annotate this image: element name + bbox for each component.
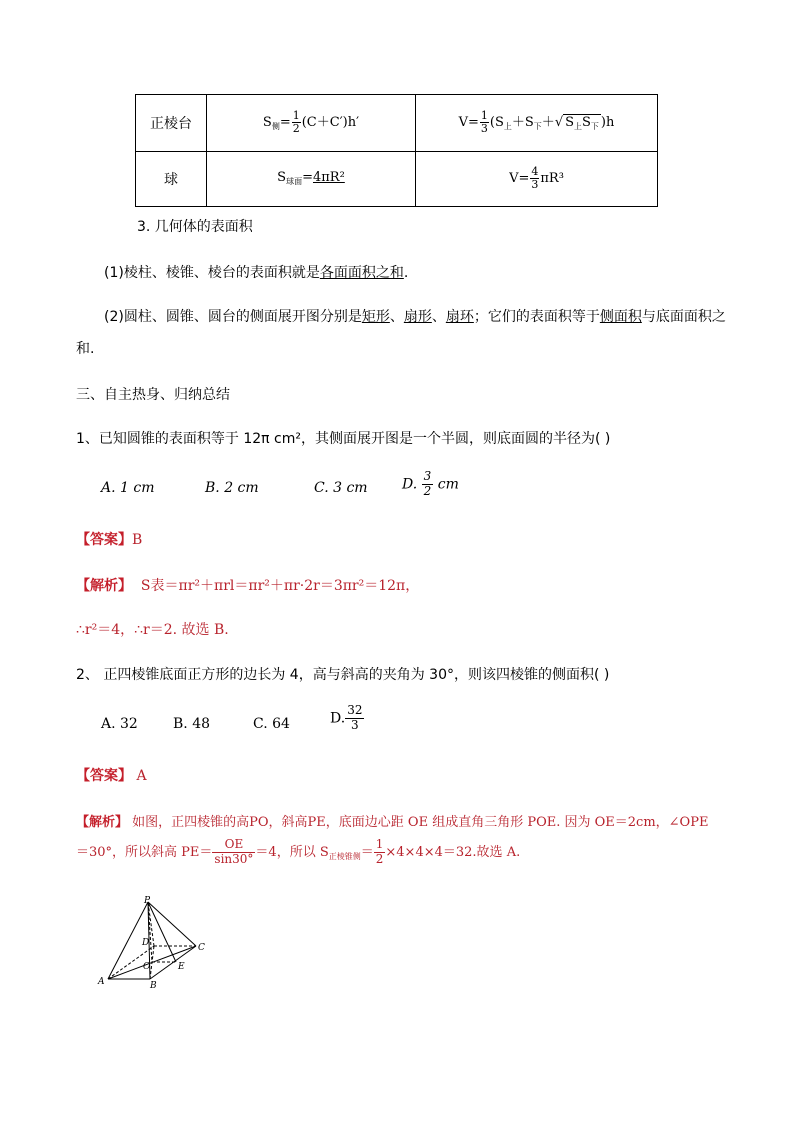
- label-c: C: [198, 943, 205, 953]
- q2-option-d: D. $\frac{32}{3}$: [330, 703, 363, 732]
- q1-option-c: C. 3 cm: [314, 480, 368, 496]
- label-o: O: [143, 962, 151, 972]
- label-b: B: [150, 981, 157, 991]
- volume-formula: V= $\frac{4}{3}$ πR³: [416, 151, 658, 207]
- label-p: P: [144, 896, 151, 906]
- formula-table: [135, 94, 658, 207]
- question-1-stem: 1、已知圆锥的表面积等于 12π cm²，其侧面展开图是一个半圆，则底面圆的半径为( ): [76, 431, 611, 447]
- q1-answer: 【答案】B: [76, 532, 143, 548]
- label-d: D: [142, 938, 150, 948]
- q1-analysis-2: ∴r²＝4，∴r＝2. 故选 B.: [76, 622, 229, 638]
- question-2-stem: 2、 正四棱锥底面正方形的边长为 4，高与斜高的夹角为 30°，则该四棱锥的侧面积( ): [76, 667, 610, 683]
- label-e: E: [178, 962, 185, 972]
- section-heading: 三、自主热身、归纳总结: [76, 387, 230, 403]
- q2-option-c: C. 64: [253, 716, 290, 732]
- table-row: [136, 95, 658, 152]
- q1-option-b: B. 2 cm: [205, 480, 259, 496]
- row-name: 球: [136, 151, 207, 207]
- q2-option-b: B. 48: [173, 716, 211, 732]
- section3-paragraph-2-cont: 和.: [76, 341, 95, 357]
- section3-title: 3. 几何体的表面积: [137, 219, 253, 235]
- area-formula: $S_{球面}=4\pi R^2$: [207, 151, 416, 207]
- q2-analysis-1: 【解析】 如图，正四棱锥的高PO，斜高PE，底面边心距 OE 组成直角三角形 POE. 因为 OE＝2cm，∠OPE: [76, 815, 709, 830]
- pyramid-figure: [96, 894, 216, 994]
- q1-option-d: D. $\frac{3}{2}$ cm: [402, 469, 459, 498]
- row-name: 正棱台: [136, 95, 207, 152]
- label-a: A: [98, 977, 105, 987]
- section3-paragraph-1: (1)棱柱、棱锥、棱台的表面积就是各面面积之和.: [104, 265, 409, 281]
- q1-analysis-1: 【解析】 S表＝πr²＋πrl＝πr²＋πr·2r＝3πr²＝12π，: [76, 578, 420, 594]
- q2-analysis-2: ＝30°，所以斜高 PE＝ $\frac{OE}{\sin 30^\circ}$ ＝4，所以 $S_{正棱锥侧}=$ $\frac{1}{2}$ ×4×4×4＝32.故选 A.: [76, 837, 521, 866]
- area-formula: $S_侧=$ $\frac{1}{2}$ (C＋C′)h′: [207, 95, 416, 152]
- volume-formula: V= $\frac{1}{3}$ ($S_上+S_下+√$ $S_上S_下$ )h: [416, 95, 658, 152]
- table-row: [136, 151, 658, 207]
- q2-option-a: A. 32: [101, 716, 138, 732]
- section3-paragraph-2: (2)圆柱、圆锥、圆台的侧面展开图分别是矩形、扇形、扇环；它们的表面积等于侧面积与底面面积之: [104, 309, 726, 325]
- q2-answer: 【答案】 A: [76, 768, 147, 784]
- q1-option-a: A. 1 cm: [101, 480, 155, 496]
